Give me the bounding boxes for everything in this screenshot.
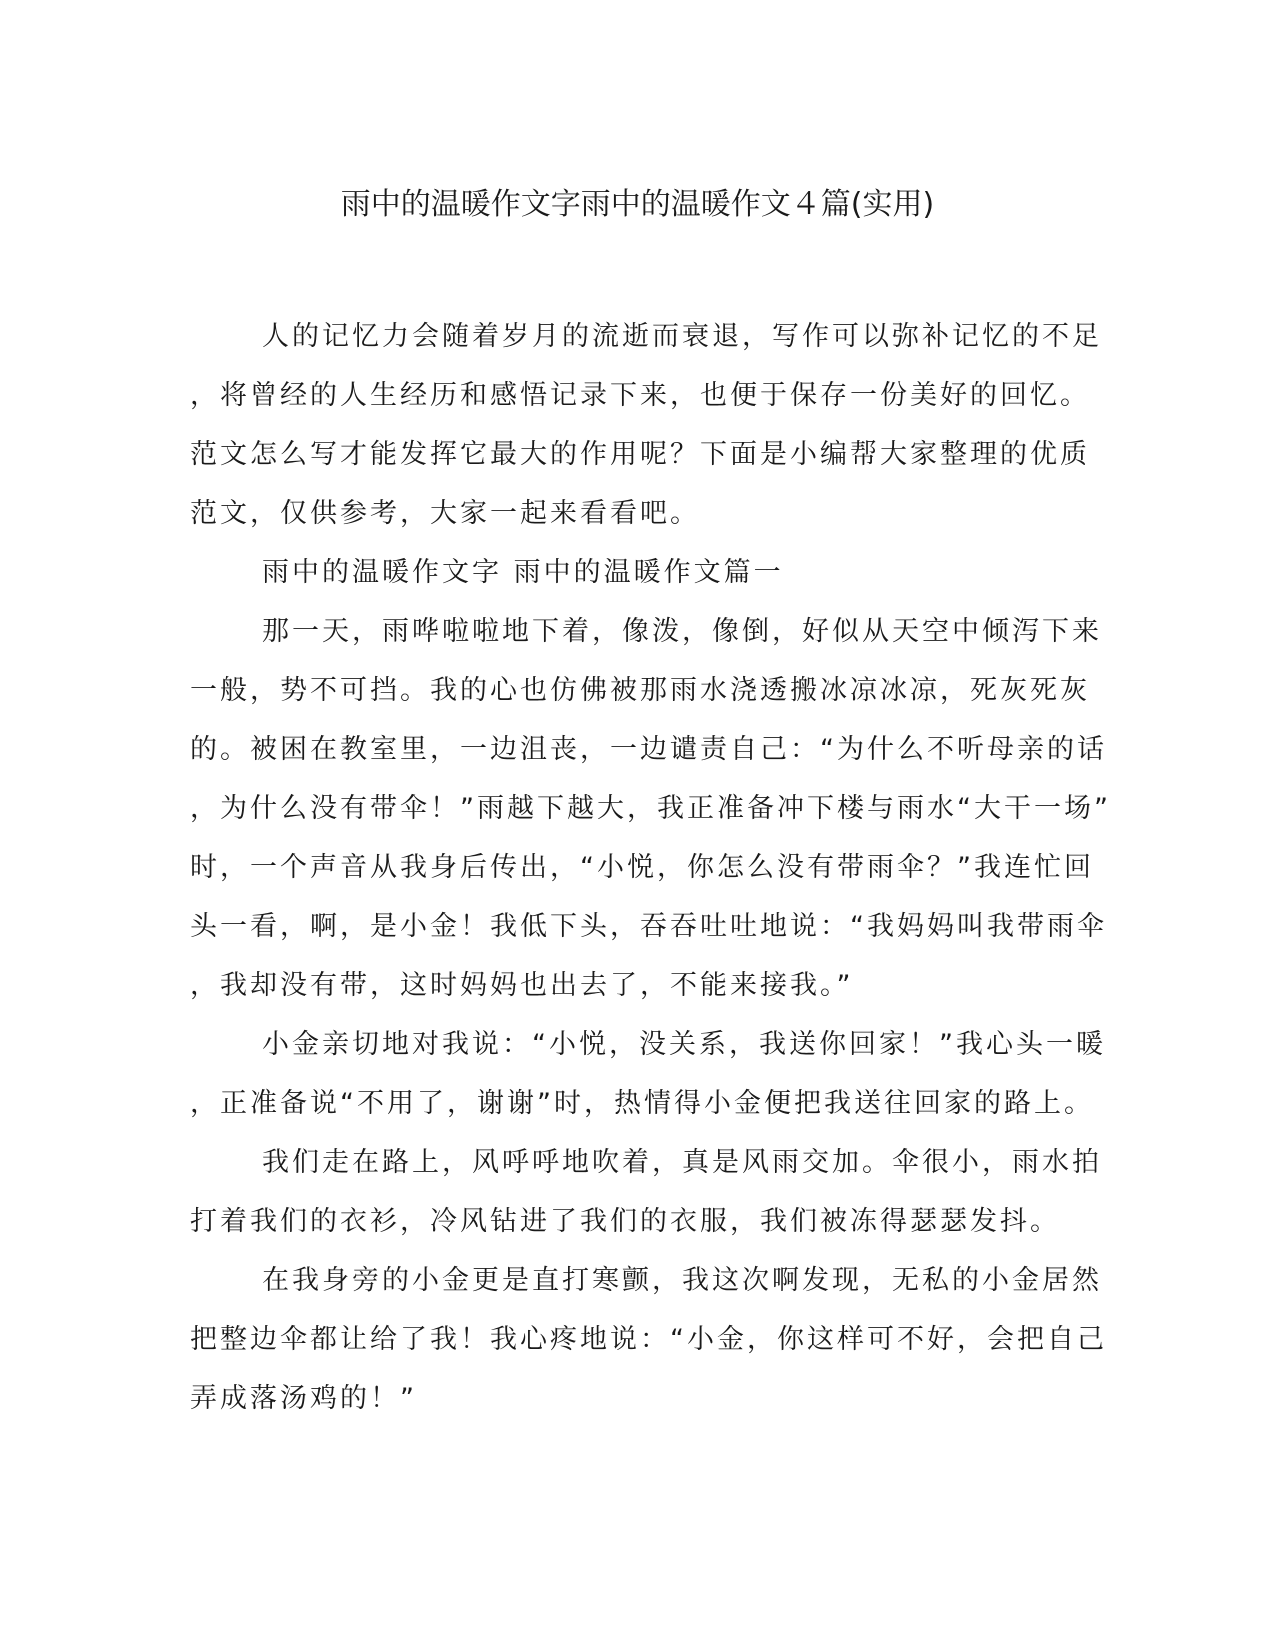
paragraph-line: 范文，仅供参考，大家一起来看看吧。: [190, 498, 700, 529]
paragraph-line: 头一看，啊，是小金！我低下头，吞吞吐吐地说：“我妈妈叫我带雨伞: [190, 911, 1107, 942]
paragraph-line: 时，一个声音从我身后传出，“小悦，你怎么没有带雨伞？”我连忙回: [190, 852, 1094, 883]
paragraph-line: 打着我们的衣衫，冷风钻进了我们的衣服，我们被冻得瑟瑟发抖。: [190, 1206, 1060, 1237]
paragraph-line: ，将曾经的人生经历和感悟记录下来，也便于保存一份美好的回忆。: [190, 380, 1090, 411]
paragraph-line: 范文怎么写才能发挥它最大的作用呢？下面是小编帮大家整理的优质: [190, 439, 1090, 470]
paragraph-line: ，我却没有带，这时妈妈也出去了，不能来接我。”: [190, 970, 854, 1001]
paragraph-line: 在我身旁的小金更是直打寒颤，我这次啊发现，无私的小金居然: [262, 1265, 1102, 1296]
paragraph-line: 小金亲切地对我说：“小悦，没关系，我送你回家！”我心头一暖: [262, 1029, 1106, 1060]
section-heading: 雨中的温暖作文字 雨中的温暖作文篇一: [262, 557, 784, 588]
paragraph-line: ，为什么没有带伞！”雨越下越大，我正准备冲下楼与雨水“大干一场”: [190, 793, 1111, 824]
paragraph-line: 一般，势不可挡。我的心也仿佛被那雨水浇透搬冰凉冰凉，死灰死灰: [190, 675, 1090, 706]
paragraph-line: 那一天，雨哗啦啦地下着，像泼，像倒，好似从天空中倾泻下来: [262, 616, 1102, 647]
paragraph-line: 弄成落汤鸡的！”: [190, 1383, 417, 1414]
paragraph-line: 人的记忆力会随着岁月的流逝而衰退，写作可以弥补记忆的不足: [262, 321, 1102, 352]
paragraph-line: ，正准备说“不用了，谢谢”时，热情得小金便把我送往回家的路上。: [190, 1088, 1094, 1119]
paragraph-line: 把整边伞都让给了我！我心疼地说：“小金，你这样可不好，会把自己: [190, 1324, 1107, 1355]
paragraph-line: 我们走在路上，风呼呼地吹着，真是风雨交加。伞很小，雨水拍: [262, 1147, 1102, 1178]
paragraph-line: 的。被困在教室里，一边沮丧，一边谴责自己：“为什么不听母亲的话: [190, 734, 1107, 765]
document-title: 雨中的温暖作文字雨中的温暖作文４篇(实用): [340, 187, 935, 222]
